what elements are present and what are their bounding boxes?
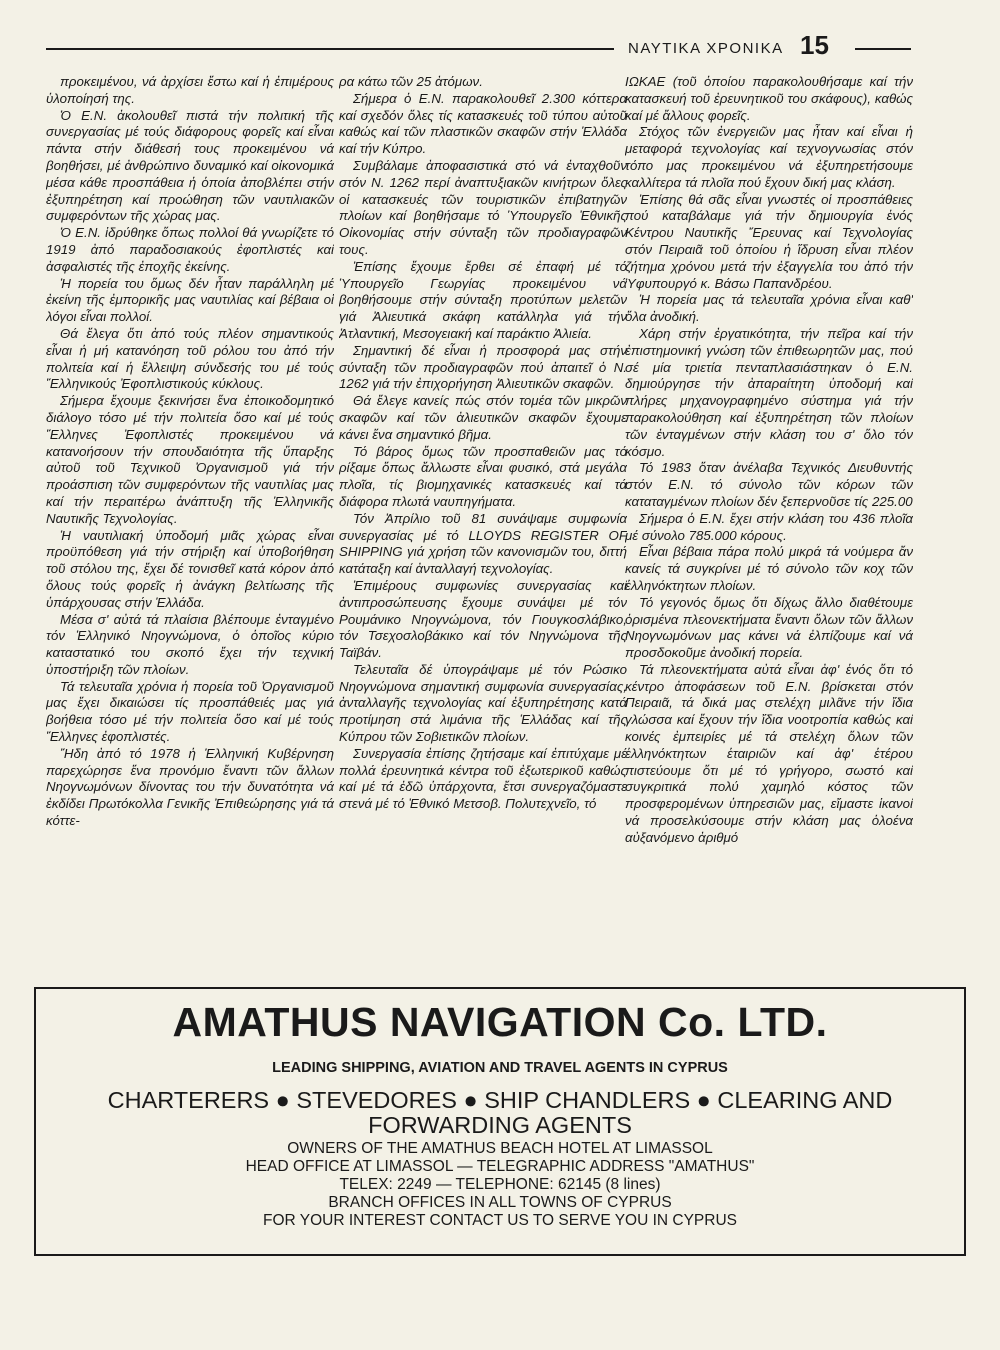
article-paragraph: Τό γεγονός ὅμως ὅτι δίχως ἄλλο διαθέτουμε ὁρισμένα πλεονεκτήματα ἔναντι ὅλων τῶν ἄλλων Νηογνωμόνων μας κάνει νά ἐλπίζουμε καί νά προσδοκοῦμε ἀνοδική πορεία. [625,594,913,661]
ad-services: CHARTERERS ● STEVEDORES ● SHIP CHANDLERS ● CLEARING AND FORWARDING AGENTS [107,1087,893,1138]
ad-title: AMATHUS NAVIGATION Co. LTD. [172,999,828,1045]
article-paragraph: Ἐπίσης θά σᾶς εἶναι γνωστές οἱ προσπάθειες πού καταβάλαμε γιά τήν δημιουργία ἑνός Κέντρου Ναυτικῆς Ἔρευνας καί Τεχνολογίας στόν Πειραιᾶ τοῦ ὁποίου ἡ ἵδρυση εἶναι πλέον ζήτημα χρόνου μετά τήν ἐξαγγελία του ἀπό τήν Ὑφυπουργό κ. Βάσω Παπανδρέου. [625,191,913,291]
ad-contact-line: FOR YOUR INTEREST CONTACT US TO SERVE YOU IN CYPRUS [263,1212,737,1229]
ad-head-office-line: HEAD OFFICE AT LIMASSOL — TELEGRAPHIC ADDRESS "AMATHUS" [245,1158,755,1175]
article-paragraph: Μέσα σ' αὐτά τά πλαίσια βλέπουμε ἐνταγμένο τόν Ἑλληνικό Νηογνώμονα, ὁ ὁποῖος κύριο καταστατικό του σκοπό ἔχει τήν τεχνική ὑποστήριξη τῶν πλοίων. [46,611,334,677]
article-paragraph: Τόν Ἀπρίλιο τοῦ 81 συνάψαμε συμφωνία συνεργασίας μέ τό LLOYDS REGISTER OF SHIPPING γιά χρήση τῶν κανονισμῶν του, διττή κατάταξη καί ἀνταλλαγή τεχνολογίας. [339,510,627,577]
article-paragraph: Σήμερα ἔχουμε ξεκινήσει ἕνα ἐποικοδομητικό διάλογο τόσο μέ τήν πολιτεία ὅσο καί μέ τούς Ἕλληνες Ἐφοπλιστές προκειμένου νά κατανοήσουν τήν σπουδαιότητα τῆς ὕπαρξης αὐτοῦ τοῦ Τεχνικοῦ Ὀργανισμοῦ γιά τήν προάσπιση τῶν συμφερόντων τῆς ναυτιλίας μας καί τήν περαιτέρω ἀνάπτυξη τῆς Ἑλληνικῆς Ναυτικῆς Τεχνολογίας. [46,393,334,526]
article-column-1 [46,74,334,979]
article-paragraph: ΙΩΚΑΕ (τοῦ ὁποίου παρακολουθήσαμε καί τήν κατασκευή τοῦ ἐρευνητικοῦ του σκάφους), καθώς καί μέ ἄλλους φορεῖς. [625,74,913,123]
article-paragraph: Συνεργασία ἐπίσης ζητήσαμε καί ἐπιτύχαμε μέ πολλά ἐρευνητικά κέντρα τοῦ ἐξωτερικοῦ καθώς καί μέ τά ἐδῶ ὑπάρχοντα, ἔτσι συνεργαζόμαστε στενά μέ τό Ἐθνικό Μετσοβ. Πολυτεχνεῖο, τό [339,745,627,812]
article-paragraph: Χάρη στήν ἐργατικότητα, τήν πεῖρα καί τήν ἐπιστημονική γνώση τῶν ἐπιθεωρητῶν μας, πού σέ μία τριετία πενταπλασιάστηκαν ὁ Ε.Ν. δημιούργησε τήν ἀπαραίτητη ὑποδομή καί πλήρες μηχανογραφημένο σύστημα γιά τήν παρακολούθηση καί ἐξυπηρέτηση τῶν πλοίων τῶν ἐνταγμένων στήν κλάση του σ' ὅλο τόν κόσμο. [625,325,913,459]
article-paragraph: Εἶναι βέβαια πάρα πολύ μικρά τά νούμερα ἄν κανείς τά συγκρίνει μέ τό σύνολο τῶν κοχ τῶν ἑλληνόκτητων πλοίων. [625,544,913,593]
article-paragraph: Ἡ πορεία του ὅμως δέν ἦταν παράλληλη μέ ἐκείνη τῆς ἐμπορικῆς μας ναυτιλίας καί βέβαια οἱ λόγοι εἶναι πολλοί. [46,275,334,325]
article-paragraph: Συμβάλαμε ἀποφασιστικά στό νά ἐνταχθοῦν στόν Ν. 1262 περί ἀναπτυξιακῶν κινήτρων ὅλες οἱ κατασκευές τῶν τουριστικῶν ἐπιβατηγῶν πλοίων καί βοηθήσαμε τό Ὑπουργεῖο Ἐθνικῆς Οἰκονομίας στήν σύνταξη τῶν προδιαγραφῶν τους. [339,157,627,257]
ad-branch-line: BRANCH OFFICES IN ALL TOWNS OF CYPRUS [328,1194,672,1211]
article-paragraph: Σημαντική δέ εἶναι ἡ προσφορά μας στήν σύνταξη τῶν προδιαγραφῶν πού ἀπαιτεῖ ὁ Ν. 1262 γιά τήν ἐπιχορήγηση Ἀλιευτικῶν σκαφῶν. [339,342,627,392]
ad-hotel-line: OWNERS OF THE AMATHUS BEACH HOTEL AT LIMASSOL [287,1140,713,1157]
ad-telex-line: TELEX: 2249 — TELEPHONE: 62145 (8 lines) [339,1176,661,1193]
article-paragraph: Στόχος τῶν ἐνεργειῶν μας ἦταν καί εἶναι ἡ μεταφορά τεχνολογίας καί τεχνογνωσίας στόν τόπο μας προκειμένου νά ἐξυπηρετήσουμε καλλίτερα τά πλοῖα πού ἔχουν δική μας κλάση. [625,124,913,190]
article-paragraph: Ἐπιμέρους συμφωνίες συνεργασίας καί ἀντιπροσώπευσης ἔχουμε συνάψει μέ τόν Ρουμάνικο Νηογνώμονα, τόν Γιουγκοσλάβικο, τόν Τσεχοσλοβάκικο καί τόν Νηγνώμονα τῆς Ταϊβάν. [339,577,627,661]
article-paragraph: ρα κάτω τῶν 25 ἀτόμων. [339,74,483,89]
header-rule-right [855,48,911,50]
article-paragraph: Τά πλεονεκτήματα αὐτά εἶναι ἀφ' ἑνός ὅτι τό κέντρο ἀποφάσεων τοῦ Ε.Ν. βρίσκεται στόν Πειραιᾶ, τά δικά μας στελέχη μιλᾶνε τήν ἴδια γλώσσα καί ἔχουν τήν ἴδια νοοτροπία καθώς καί κοινές ἐμπειρίες μέ τά στελέχη ὅλων τῶν ἑλληνόκτητων ἑταιριῶν καί ἀφ' ἑτέρου πιστεύουμε ὅτι μέ τό γρήγορο, σωστό καί συγκριτικά πολύ χαμηλό κόστος τῶν προσφερομένων ὑπηρεσιῶν μας, εἴμαστε ἱκανοί νά προσελκύσουμε στήν κλάση μας ὁλοένα αὐξανόμενο ἀριθμό [625,661,913,845]
article-paragraph: Θά ἔλεγε κανείς πώς στόν τομέα τῶν μικρῶν σκαφῶν καί τῶν ἀλιευτικῶν σκαφῶν ἔχουμε κάνει ἕνα σημαντικό βῆμα. [339,393,627,442]
article-paragraph: Τελευταῖα δέ ὑπογράψαμε μέ τόν Ρώσικο Νηογνώμονα σημαντική συμφωνία συνεργασίας, ἀνταλλαγῆς τεχνολογίας καί ἐξυπηρέτησης κατά προτίμηση στά λιμάνια τῆς Ἑλλάδας καί τῆς Κύπρου τῶν Σοβιετικῶν πλοίων. [339,661,627,745]
article-paragraph: Τά τελευταῖα χρόνια ἡ πορεία τοῦ Ὀργανισμοῦ μας ἔχει δικαιώσει τίς προσπάθειές μας γιά βοήθεια τόσο μέ τήν πολιτεία ὅσο καί μέ τούς Ἕλληνες ἐφοπλιστές. [46,678,334,745]
article-paragraph: Ἡ ναυτιλιακή ὑποδομή μιᾶς χώρας εἶναι προϋπόθεση γιά τήν στήριξη καί ὑποβοήθηση τοῦ στόλου της, ἔχει δέ τονισθεῖ κατά κόρον ἀπό ὅλους τούς φορεῖς ἡ ἀνάγκη βελτίωσης τῆς ὑπάρχουσας στήν Ἑλλάδα. [46,527,334,610]
ad-subtitle: LEADING SHIPPING, AVIATION AND TRAVEL AGENTS IN CYPRUS [272,1060,728,1076]
article-column-2 [339,74,627,979]
header-rule-left [46,48,614,50]
article-paragraph: Σήμερα ὁ Ε.Ν. ἔχει στήν κλάση του 436 πλοῖα μέ σύνολο 785.000 κόρους. [625,510,913,543]
article-paragraph: Ὁ Ε.Ν. ἱδρύθηκε ὅπως πολλοί θά γνωρίζετε τό 1919 ἀπό παραδοσιακούς ἐφοπλιστές καί ἀσφαλιστές τῆς ἐποχῆς ἐκείνης. [46,225,334,274]
page-number: 15 [800,30,829,60]
article-paragraph: Ἐπίσης ἔχουμε ἔρθει σέ ἐπαφή μέ τό Ὑπουργεῖο Γεωργίας προκειμένου νά βοηθήσουμε στήν σύνταξη προτύπων μελετῶν γιά Ἀλιευτικά σκάφη κατάλληλα γιά τήν Ἀτλαντική, Μεσογειακή καί παράκτιο Ἀλιεία. [339,258,627,341]
article-paragraph: Θά ἔλεγα ὅτι ἀπό τούς πλέον σημαντικούς εἶναι ἡ μή κατανόηση τοῦ ρόλου του ἀπό τήν πολιτεία καί ἡ ἔλλειψη σύνδεσής του μέ τούς Ἕλληνικούς Ἐφοπλιστικούς κύκλους. [46,325,334,392]
article-paragraph: Ἤδη ἀπό τό 1978 ἡ Ἑλληνική Κυβέρνηση παρεχώρησε ἕνα προνόμιο ἔναντι τῶν ἄλλων Νηογνωμόνων δίνοντας του τήν δυνατότητα νά ἐκδίδει Πρωτόκολλα Γενικῆς Ἐπιθεώρησης γιά τά κόττε- [46,745,334,829]
magazine-title: ΝΑΥΤΙΚΑ ΧΡΟΝΙΚΑ [628,40,784,57]
article-paragraph: Σήμερα ὁ Ε.Ν. παρακολουθεῖ 2.300 κόττερα καί σχεδόν ὅλες τίς κατασκευές τοῦ τύπου αὐτοῦ καθώς καί τῶν πλαστικῶν σκαφῶν στήν Ἑλλάδα καί τήν Κύπρο. [339,90,627,157]
amathus-advertisement [34,987,966,1256]
article-paragraph: Ἡ πορεία μας τά τελευταῖα χρόνια εἶναι καθ' ὅλα ἀνοδική. [625,292,913,325]
article-paragraph: προκειμένου, νά ἀρχίσει ἔστω καί ἡ ἐπιμέρους ὑλοποίησή της. [46,74,334,106]
article-paragraph: Τό βάρος ὅμως τῶν προσπαθειῶν μας τό ρίξαμε ὅπως ἄλλωστε εἶναι φυσικό, στά μεγάλα πλοῖα, τίς βιομηχανικές κατασκευές καί τά διάφορα πλωτά ναυπηγήματα. [339,443,627,509]
article-paragraph: Ὁ Ε.Ν. ἀκολουθεῖ πιστά τήν πολιτική τῆς συνεργασίας μέ τούς διάφορους φορεῖς καί εἶναι πάντα στήν διάθεσή τους προκειμένου νά βοηθήσει, μέ ἀνθρώπινο δυναμικό καί οἰκονομικά μέσα κάθε προσπάθεια ἡ ὁποία ἀποβλέπει στήν ἐξυπηρέτηση καί προώθηση τῶν ναυτιλιακῶν συμφερόντων τῆς χώρας μας. [46,107,334,224]
article-column-3 [625,74,913,979]
article-paragraph: Τό 1983 ὅταν ἀνέλαβα Τεχνικός Διευθυντής στόν Ε.Ν. τό σύνολο τῶν κόρων τῶν καταταγμένων πλοίων δέν ξεπερνοῦσε τίς 225.00 [625,460,913,509]
